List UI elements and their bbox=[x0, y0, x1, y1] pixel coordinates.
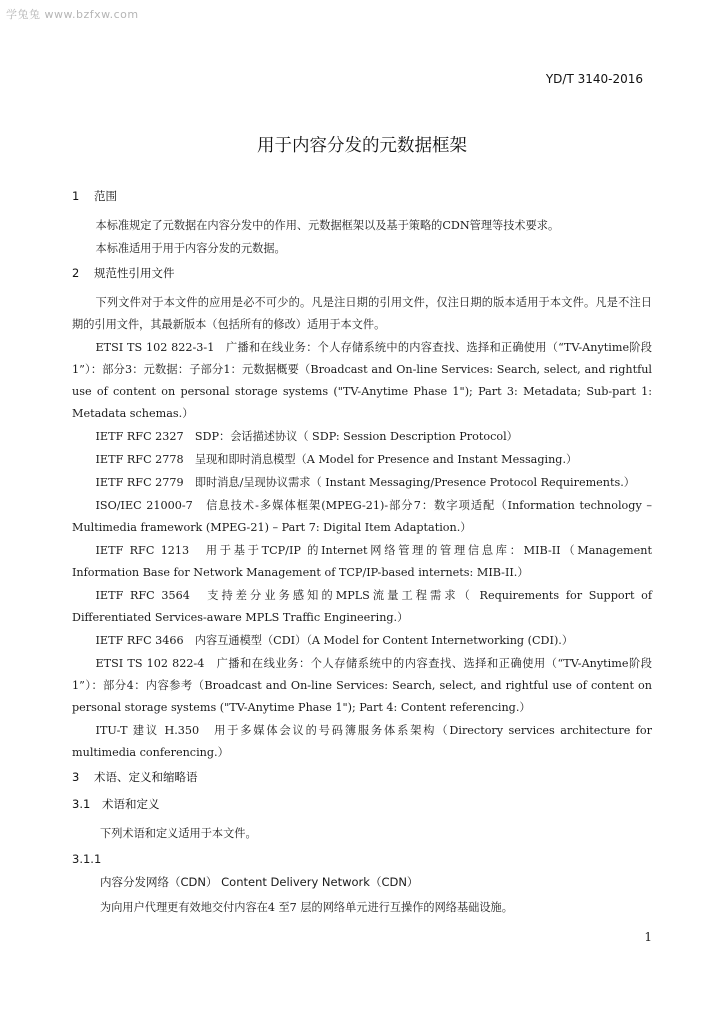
reference-item: ITU-T 建议 H.350 用于多媒体会议的号码簿服务体系架构（Directory services architecture for multimedia conferencing.） bbox=[72, 724, 652, 759]
reference-item: IETF RFC 3466 内容互通模型（CDI）（A Model for Content Internetworking (CDI).） bbox=[95, 634, 574, 647]
reference-item: ETSI TS 102 822-4 广播和在线业务：个人存储系统中的内容查找、选择和正确使用（“TV-Anytime阶段1”）：部分4：内容参考（Broadcast and On-line Services: Search, select, and rightful use of content on personal storage systems ("TV-Anytime Phase 1"); Part 4: Content referencing.） bbox=[72, 657, 652, 714]
reference-item: IETF RFC 2779 即时消息/呈现协议需求（ Instant Messaging/Presence Protocol Requirements.） bbox=[95, 476, 635, 489]
section-number: 1 bbox=[72, 189, 80, 203]
paragraph: 本标准规定了元数据在内容分发中的作用、元数据框架以及基于策略的CDN管理等技术要求。 bbox=[95, 219, 560, 232]
paragraph: 下列术语和定义适用于本文件。 bbox=[100, 827, 257, 840]
term-definition: 为向用户代理更有效地交付内容在4 至7 层的网络单元进行互操作的网络基础设施。 bbox=[100, 901, 513, 914]
reference-item: IETF RFC 3564 支持差分业务感知的MPLS流量工程需求（ Requirements for Support of Differentiated Services-aware MPLS Traffic Engineering.） bbox=[72, 589, 652, 624]
reference-item: ETSI TS 102 822-3-1 广播和在线业务：个人存储系统中的内容查找、选择和正确使用（“TV-Anytime阶段1”）：部分3：元数据：子部分1：元数据概要（Broadcast and On-line Services: Search, select, and rightful use of content on personal storage systems ("TV-Anytime Phase 1"); Part 3: Metadata; Sub-part 1: Metadata schemas.） bbox=[72, 341, 652, 420]
section-title: 术语和定义 bbox=[102, 797, 160, 811]
section-heading-2 bbox=[72, 265, 652, 282]
document-title: 用于内容分发的元数据框架 bbox=[257, 136, 467, 156]
term-number: 3.1.1 bbox=[72, 852, 102, 866]
section-number: 3 bbox=[72, 770, 80, 784]
term-name: 内容分发网络（CDN） Content Delivery Network（CDN） bbox=[100, 875, 419, 889]
section-title: 规范性引用文件 bbox=[94, 266, 175, 280]
section-title: 范围 bbox=[94, 189, 117, 203]
section-heading-3 bbox=[72, 769, 652, 786]
document-body bbox=[72, 188, 652, 920]
watermark: 学兔兔 www.bzfxw.com bbox=[6, 8, 139, 21]
section-number: 3.1 bbox=[72, 797, 91, 811]
reference-item: ISO/IEC 21000-7 信息技术-多媒体框架(MPEG-21)-部分7：数字项适配（Information technology – Multimedia framework (MPEG-21) – Part 7: Digital Item Adaptation.） bbox=[72, 499, 652, 534]
reference-item: IETF RFC 2778 呈现和即时消息模型（A Model for Presence and Instant Messaging.） bbox=[95, 453, 578, 466]
page-number: 1 bbox=[644, 930, 652, 944]
section-heading-1 bbox=[72, 188, 652, 205]
section-title: 术语、定义和缩略语 bbox=[94, 770, 198, 784]
subsection-heading-3-1 bbox=[72, 796, 652, 813]
standard-code: YD/T 3140-2016 bbox=[545, 72, 643, 86]
reference-item: IETF RFC 2327 SDP：会话描述协议（ SDP: Session Description Protocol） bbox=[95, 430, 518, 443]
paragraph: 本标准适用于用于内容分发的元数据。 bbox=[95, 242, 286, 255]
paragraph: 下列文件对于本文件的应用是必不可少的。凡是注日期的引用文件，仅注日期的版本适用于本文件。凡是不注日期的引用文件，其最新版本（包括所有的修改）适用于本文件。 bbox=[72, 296, 652, 331]
reference-item: IETF RFC 1213 用于基于TCP/IP 的Internet网络管理的管理信息库：MIB-II（Management Information Base for Network Management of TCP/IP-based internets: MIB-II.） bbox=[72, 544, 652, 579]
section-number: 2 bbox=[72, 266, 80, 280]
